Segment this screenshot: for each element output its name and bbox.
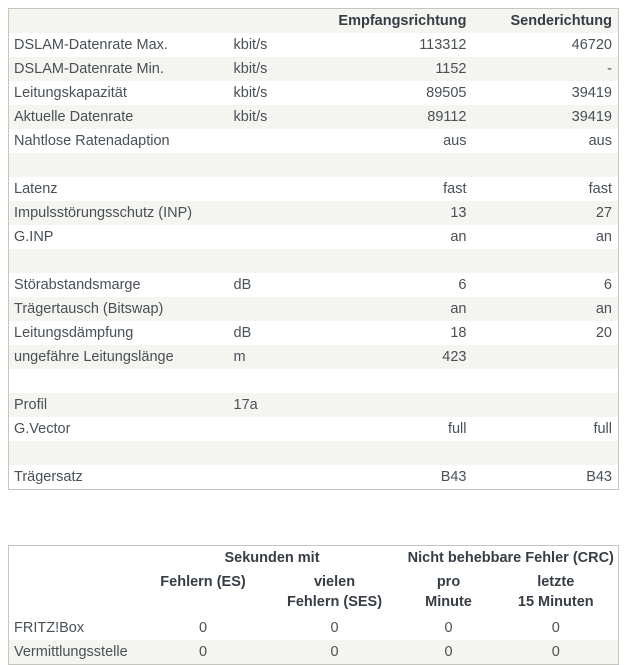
dsl-table-row (9, 33, 619, 57)
row-unit (234, 201, 326, 225)
row-unit (234, 297, 326, 321)
row-unit (234, 177, 326, 201)
row-downstream-value: 89112 (427, 109, 467, 125)
row-downstream-value: aus (443, 133, 467, 149)
dsl-table-row (9, 105, 619, 129)
header-line: letzte (537, 574, 575, 590)
spacer-cell (9, 441, 619, 465)
error-header-crc-per-minute (404, 570, 494, 616)
row-label: G.Vector (14, 421, 71, 437)
dsl-table-row (9, 177, 619, 201)
error-count-value: 0 (198, 644, 208, 660)
dsl-table-body (9, 33, 619, 490)
error-table-row (9, 616, 619, 640)
error-subheader-row (9, 570, 619, 616)
row-label: Impulsstörungsschutz (INP) (14, 205, 193, 221)
row-unit: dB (233, 325, 252, 341)
dsl-header-empty-label (9, 9, 234, 34)
row-unit: kbit/s (233, 109, 268, 125)
row-label: FRITZ!Box (14, 620, 85, 636)
spacer-row (9, 369, 619, 393)
error-group-crc: Nicht behebbare Fehler (CRC) (407, 550, 614, 566)
dsl-table-row (9, 417, 619, 441)
row-unit: dB (233, 277, 252, 293)
row-unit: m (233, 349, 246, 365)
dsl-header-upstream: Senderichtung (510, 13, 612, 29)
row-downstream-value: 113312 (419, 37, 467, 53)
row-label: Profil (14, 397, 48, 413)
error-header-ses (266, 570, 404, 616)
header-line: vielen (313, 574, 356, 590)
row-unit: kbit/s (233, 85, 268, 101)
row-downstream-value: 423 (442, 349, 467, 365)
row-label: ungefähre Leitungslänge (14, 349, 174, 365)
row-downstream-value: full (447, 421, 467, 437)
error-group-header-row (9, 546, 619, 571)
row-upstream-value: B43 (586, 469, 612, 485)
spacer-row (9, 249, 619, 273)
row-upstream-value (473, 345, 619, 369)
row-upstream-value: fast (588, 181, 612, 197)
row-upstream-value: - (607, 61, 612, 77)
row-downstream-value: an (450, 229, 467, 245)
header-line (141, 592, 266, 612)
dsl-table-row (9, 465, 619, 490)
row-label: Aktuelle Datenrate (14, 109, 134, 125)
spacer-row (9, 153, 619, 177)
row-upstream-value: 20 (595, 325, 612, 341)
row-unit: 17a (233, 397, 258, 413)
dsl-table-row (9, 273, 619, 297)
row-downstream-value: an (450, 301, 467, 317)
error-count-value: 0 (198, 620, 208, 636)
row-label: Leitungsdämpfung (14, 325, 134, 341)
error-subheader-empty (9, 570, 141, 616)
row-label: DSLAM-Datenrate Max. (14, 37, 168, 53)
header-line: 15 Minuten (517, 594, 594, 610)
row-upstream-value: an (595, 301, 612, 317)
error-group-empty (9, 546, 141, 571)
dsl-header-downstream: Empfangsrichtung (338, 13, 467, 29)
row-downstream-value: 6 (458, 277, 467, 293)
spacer-cell (9, 369, 619, 393)
header-line: Minute (425, 594, 472, 610)
row-upstream-value: 39419 (571, 85, 612, 101)
row-downstream-value (326, 393, 473, 417)
dsl-table-row (9, 321, 619, 345)
error-count-value: 0 (330, 644, 339, 660)
row-downstream-value: 1152 (435, 61, 467, 77)
dsl-table-row (9, 225, 619, 249)
row-label: Trägertausch (Bitswap) (14, 301, 164, 317)
error-counter-table (8, 545, 619, 665)
error-group-seconds-with: Sekunden mit (224, 550, 320, 566)
dsl-table-row (9, 345, 619, 369)
row-unit: kbit/s (233, 37, 268, 53)
row-upstream-value: full (593, 421, 612, 437)
row-label: Störabstandsmarge (14, 277, 141, 293)
dsl-info-table (8, 8, 619, 490)
row-upstream-value: 46720 (571, 37, 612, 53)
row-upstream-value (473, 393, 619, 417)
dsl-table-row (9, 297, 619, 321)
error-count-value: 0 (330, 620, 339, 636)
error-count-value: 0 (551, 620, 560, 636)
row-downstream-value: fast (443, 181, 467, 197)
error-count-value: 0 (444, 644, 453, 660)
spacer-row (9, 441, 619, 465)
row-upstream-value: aus (588, 133, 612, 149)
error-count-value: 0 (444, 620, 453, 636)
row-downstream-value: 18 (450, 325, 467, 341)
error-header-es (141, 570, 266, 616)
row-unit (234, 225, 326, 249)
error-count-value: 0 (551, 644, 560, 660)
spacer-cell (9, 153, 619, 177)
row-upstream-value: 39419 (571, 109, 612, 125)
row-downstream-value: B43 (440, 469, 467, 485)
dsl-table-row (9, 129, 619, 153)
dsl-table-row (9, 393, 619, 417)
dsl-header-empty-unit (234, 9, 326, 34)
dsl-table-row (9, 201, 619, 225)
error-table-body (9, 616, 619, 665)
row-label: G.INP (14, 229, 54, 245)
row-downstream-value: 89505 (426, 85, 467, 101)
spacer-cell (9, 249, 619, 273)
error-header-crc-15min (494, 570, 619, 616)
header-line: Fehlern (SES) (286, 594, 383, 610)
row-unit (234, 417, 326, 441)
dsl-table-row (9, 81, 619, 105)
row-unit: kbit/s (233, 61, 268, 77)
row-label: Leitungskapazität (14, 85, 127, 101)
row-upstream-value: 6 (603, 277, 612, 293)
row-upstream-value: an (595, 229, 612, 245)
dsl-table-row (9, 57, 619, 81)
row-label: Trägersatz (14, 469, 83, 485)
row-unit (234, 465, 326, 490)
row-unit (234, 129, 326, 153)
header-line: Fehlern (ES) (160, 574, 246, 590)
row-label: Nahtlose Ratenadaption (14, 133, 170, 149)
dsl-header-row (9, 9, 619, 34)
row-label: Latenz (14, 181, 58, 197)
row-label: Vermittlungsstelle (14, 644, 128, 660)
row-downstream-value: 13 (450, 205, 467, 221)
row-label: DSLAM-Datenrate Min. (14, 61, 164, 77)
row-upstream-value: 27 (595, 205, 612, 221)
header-line: pro (436, 574, 461, 590)
